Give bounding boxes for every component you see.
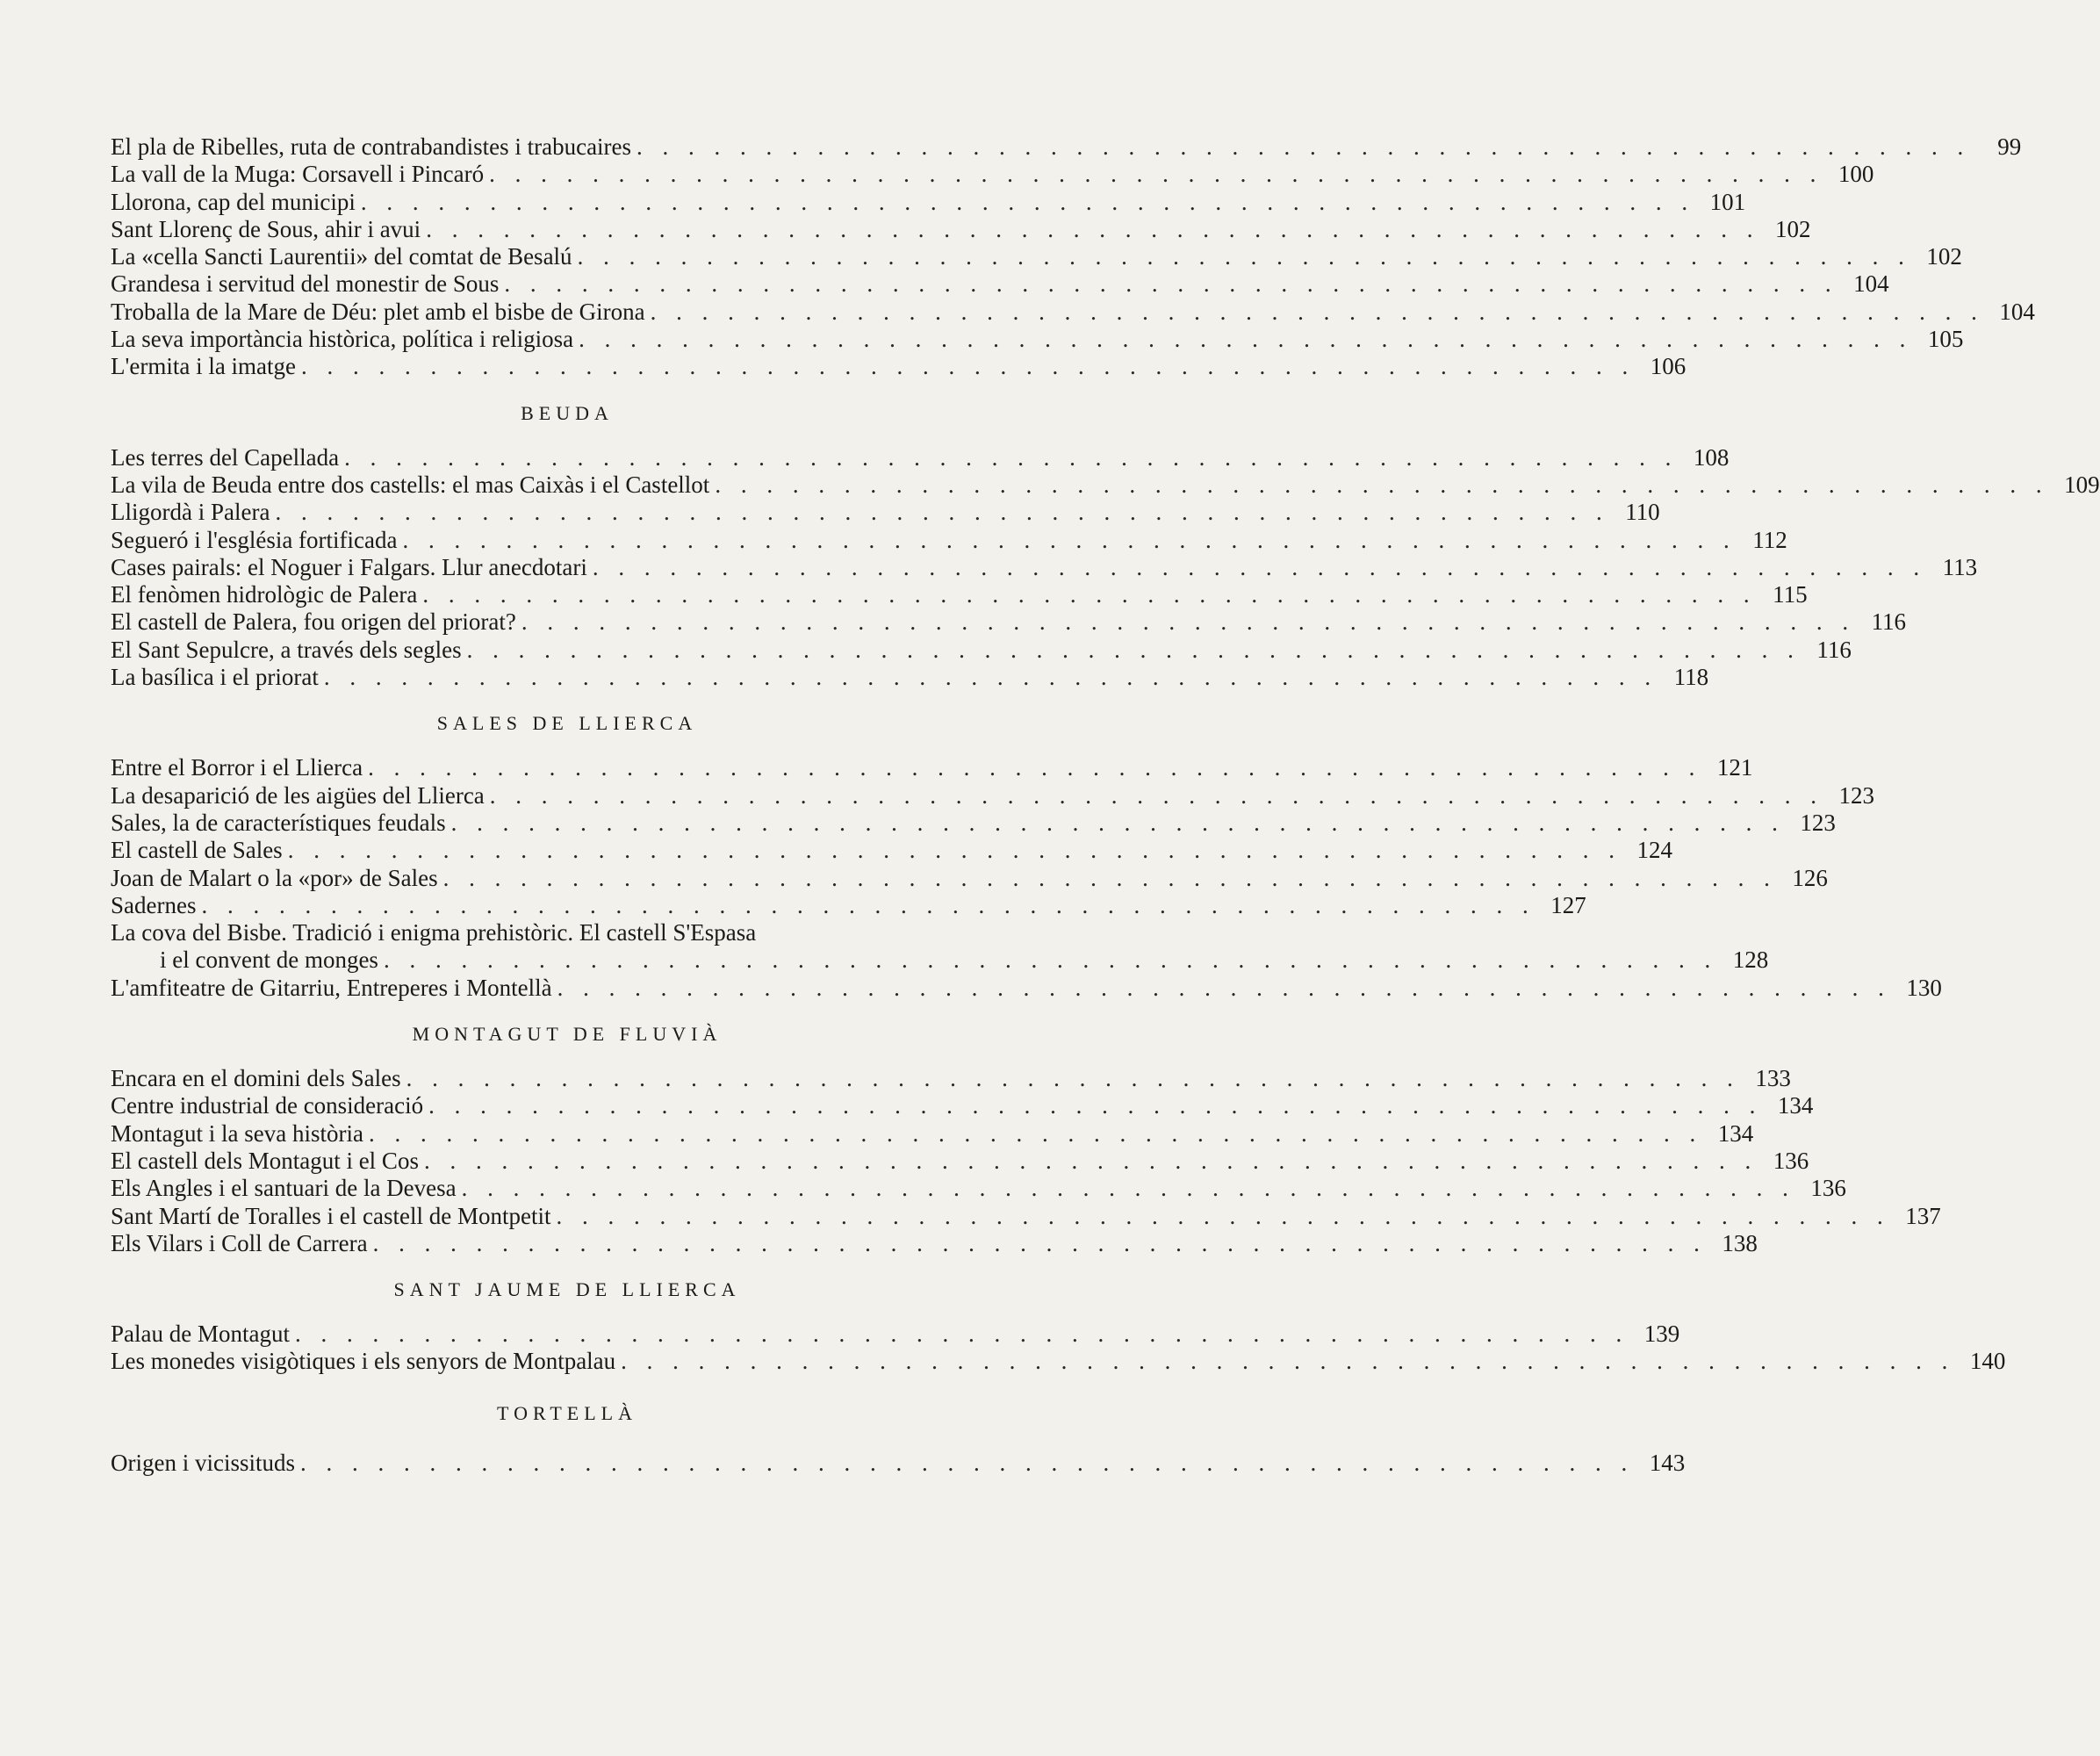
- page-number: 104: [1853, 270, 1889, 298]
- entry-title: Montagut i la seva història: [111, 1119, 363, 1147]
- toc-entry: [111, 298, 2035, 326]
- dot-leader: . . . . . . . . . . . . . . . . . . . . . . . . . . . . . . . . . . . . . . . . . . . . . . . . . . . .: [301, 353, 1636, 380]
- dot-leader: . . . . . . . . . . . . . . . . . . . . . . . . . . . . . . . . . . . . . . . . . . . . . . . . . . . .: [300, 1449, 1635, 1476]
- dot-leader: . . . . . . . . . . . . . . . . . . . . . . . . . . . . . . . . . . . . . . . . . . . . . . . . . . . .: [402, 526, 1737, 553]
- section-heading: MONTAGUT DE FLUVIÀ: [412, 1023, 723, 1046]
- toc-entry: [111, 946, 1769, 974]
- page-number: 101: [1709, 188, 1746, 215]
- page-number: 134: [1717, 1119, 1754, 1147]
- dot-leader: . . . . . . . . . . . . . . . . . . . . . . . . . . . . . . . . . . . . . . . . . . . . . . . . . . . .: [577, 243, 1911, 270]
- section-heading: TORTELLÀ: [497, 1401, 637, 1424]
- toc-entry: [111, 1147, 1809, 1175]
- dot-leader: . . . . . . . . . . . . . . . . . . . . . . . . . . . . . . . . . . . . . . . . . . . . . . . . . . . .: [592, 553, 1927, 580]
- toc-entry: [111, 553, 1978, 581]
- dot-leader: . . . . . . . . . . . . . . . . . . . . . . . . . . . . . . . . . . . . . . . . . . . . . . . . . . . .: [650, 298, 1984, 325]
- page-number: 124: [1636, 837, 1672, 864]
- section-heading: BEUDA: [521, 401, 614, 424]
- toc-entry: [111, 133, 2022, 161]
- toc-entry: [111, 471, 2100, 499]
- dot-leader: . . . . . . . . . . . . . . . . . . . . . . . . . . . . . . . . . . . . . . . . . . . . . . . . . . . .: [323, 664, 1658, 691]
- entry-title: La seva importància històrica, política i religiosa: [111, 326, 574, 353]
- page-number: 99: [1997, 133, 2022, 160]
- entry-title: La desaparició de les aigües del Llierca: [111, 781, 485, 809]
- entry-title: La cova del Bisbe. Tradició i enigma prehistòric. El castell S'Espasa: [111, 919, 757, 946]
- toc-entry: [111, 608, 1907, 636]
- toc-entry: [111, 1202, 1941, 1230]
- dot-leader: . . . . . . . . . . . . . . . . . . . . . . . . . . . . . . . . . . . . . . . . . . . . . . . . . . . .: [557, 974, 1891, 1001]
- entry-title: Les monedes visigòtiques i els senyors de Montpalau: [111, 1348, 616, 1375]
- page-number: 106: [1650, 353, 1686, 380]
- toc-entry: [111, 243, 1962, 270]
- page-number: 140: [1969, 1348, 2006, 1375]
- toc-entry: [111, 919, 1024, 946]
- entry-title: i el convent de monges: [160, 946, 378, 974]
- toc-entry: [111, 891, 1586, 919]
- entry-title: Encara en el domini dels Sales: [111, 1065, 401, 1092]
- entry-title: Palau de Montagut: [111, 1321, 290, 1348]
- page-number: 116: [1871, 608, 1907, 636]
- toc-entry: [111, 781, 1875, 810]
- toc-entry: [111, 754, 1753, 781]
- toc-entry: [111, 1229, 1758, 1257]
- page-number: 139: [1643, 1321, 1680, 1348]
- page-number: 100: [1838, 161, 1874, 188]
- entry-title: Sant Llorenç de Sous, ahir i avui: [111, 215, 421, 242]
- entry-title: Sadernes: [111, 891, 197, 918]
- entry-title: L'amfiteatre de Gitarriu, Entreperes i Montellà: [111, 974, 552, 1001]
- entry-title: Sant Martí de Toralles i el castell de Montpetit: [111, 1202, 551, 1229]
- entry-title: La vall de la Muga: Corsavell i Pincaró: [111, 161, 485, 188]
- toc-entry: [111, 809, 1836, 837]
- entry-title: Els Vilars i Coll de Carrera: [111, 1229, 368, 1256]
- dot-leader: . . . . . . . . . . . . . . . . . . . . . . . . . . . . . . . . . . . . . . . . . . . . . . . . . . . .: [275, 499, 1609, 526]
- entry-title: Sales, la de característiques feudals: [111, 809, 446, 836]
- page-number: 123: [1800, 809, 1836, 836]
- dot-leader: . . . . . . . . . . . . . . . . . . . . . . . . . . . . . . . . . . . . . . . . . . . . . . . . . . . .: [372, 1229, 1707, 1256]
- dot-leader: . . . . . . . . . . . . . . . . . . . . . . . . . . . . . . . . . . . . . . . . . . . . . . . . . . . .: [406, 1065, 1740, 1092]
- page-number: 105: [1927, 326, 1964, 353]
- entry-title: Entre el Borror i el Llierca: [111, 754, 363, 781]
- entry-title: Les terres del Capellada: [111, 443, 340, 471]
- entry-title: Els Angles i el santuari de la Devesa: [111, 1175, 457, 1202]
- dot-leader: . . . . . . . . . . . . . . . . . . . . . . . . . . . . . . . . . . . . . . . . . . . . . . . . . . . .: [423, 1147, 1758, 1174]
- entry-title: El pla de Ribelles, ruta de contrabandistes i trabucaires: [111, 133, 632, 160]
- toc-entry: [111, 1449, 1686, 1477]
- page-number: 136: [1810, 1175, 1846, 1202]
- dot-leader: . . . . . . . . . . . . . . . . . . . . . . . . . . . . . . . . . . . . . . . . . . . . . . . . . . . .: [521, 608, 1856, 636]
- page-number: 130: [1906, 974, 1942, 1001]
- dot-leader: . . . . . . . . . . . . . . . . . . . . . . . . . . . . . . . . . . . . . . . . . . . . . . . . . . . .: [489, 161, 1823, 188]
- dot-leader: . . . . . . . . . . . . . . . . . . . . . . . . . . . . . . . . . . . . . . . . . . . . . . . . . . . .: [621, 1348, 1955, 1375]
- entry-title: El castell de Palera, fou origen del priorat?: [111, 608, 516, 636]
- dot-leader: . . . . . . . . . . . . . . . . . . . . . . . . . . . . . . . . . . . . . . . . . . . . . . . . . . . .: [442, 864, 1777, 891]
- page-number: 118: [1673, 664, 1709, 691]
- dot-leader: . . . . . . . . . . . . . . . . . . . . . . . . . . . . . . . . . . . . . . . . . . . . . . . . . . . .: [422, 581, 1757, 608]
- entry-title: Llorona, cap del municipi: [111, 188, 356, 215]
- entry-title: Troballa de la Mare de Déu: plet amb el bisbe de Girona: [111, 298, 645, 325]
- entry-title: La basílica i el priorat: [111, 664, 319, 691]
- page-number: 112: [1752, 526, 1787, 553]
- toc-entry: [111, 837, 1672, 864]
- page-number: 113: [1942, 553, 1978, 580]
- entry-title: La vila de Beuda entre dos castells: el mas Caixàs i el Castellot: [111, 471, 710, 498]
- section-heading: SALES DE LLIERCA: [436, 712, 698, 735]
- toc-entry: [111, 1065, 1791, 1092]
- toc-entry: [111, 326, 1964, 353]
- page-number: 128: [1732, 946, 1769, 974]
- dot-leader: . . . . . . . . . . . . . . . . . . . . . . . . . . . . . . . . . . . . . . . . . . . . . . . . . . . .: [461, 1175, 1795, 1202]
- toc-entry: [111, 1092, 1814, 1119]
- toc-entry: [111, 581, 1808, 608]
- dot-leader: . . . . . . . . . . . . . . . . . . . . . . . . . . . . . . . . . . . . . . . . . . . . . . . . . . . .: [715, 471, 2049, 498]
- page-number: 109: [2064, 471, 2100, 498]
- dot-leader: . . . . . . . . . . . . . . . . . . . . . . . . . . . . . . . . . . . . . . . . . . . . . . . . . . . .: [579, 326, 1913, 353]
- page-number: 108: [1693, 443, 1730, 471]
- page-number: 136: [1773, 1147, 1809, 1174]
- dot-leader: . . . . . . . . . . . . . . . . . . . . . . . . . . . . . . . . . . . . . . . . . . . . . . . . . . . .: [368, 754, 1702, 781]
- toc-entry: [111, 1348, 2006, 1375]
- dot-leader: . . . . . . . . . . . . . . . . . . . . . . . . . . . . . . . . . . . . . . . . . . . . . . . . . . . .: [556, 1202, 1890, 1229]
- toc-entry: [111, 1321, 1680, 1348]
- toc-entry: [111, 353, 1686, 380]
- page-number: 123: [1838, 781, 1875, 809]
- entry-title: El Sant Sepulcre, a través dels segles: [111, 636, 462, 663]
- page-number: 115: [1773, 581, 1808, 608]
- entry-title: Centre industrial de consideració: [111, 1092, 424, 1119]
- toc-entry: [111, 1119, 1754, 1148]
- entry-title: Origen i vicissituds: [111, 1449, 295, 1476]
- page-number: 102: [1774, 215, 1811, 242]
- section-heading: SANT JAUME DE LLIERCA: [393, 1278, 741, 1301]
- page-number: 133: [1755, 1065, 1791, 1092]
- dot-leader: . . . . . . . . . . . . . . . . . . . . . . . . . . . . . . . . . . . . . . . . . . . . . . . . . . . .: [466, 636, 1801, 663]
- toc-entry: [111, 443, 1730, 471]
- toc-entry: [111, 499, 1660, 526]
- toc-entry: [111, 974, 1942, 1002]
- page-number: 137: [1905, 1202, 1941, 1229]
- toc-entry: [111, 161, 1874, 188]
- dot-leader: . . . . . . . . . . . . . . . . . . . . . . . . . . . . . . . . . . . . . . . . . . . . . . . . . . . .: [360, 188, 1695, 215]
- toc-entry: [111, 636, 1852, 664]
- toc-entry: [111, 215, 1811, 243]
- toc-entry: [111, 526, 1787, 554]
- entry-title: El fenòmen hidrològic de Palera: [111, 581, 418, 608]
- toc-entry: [111, 188, 1746, 216]
- page-number: 126: [1792, 864, 1828, 891]
- entry-title: L'ermita i la imatge: [111, 353, 297, 380]
- toc-entry: [111, 864, 1828, 892]
- entry-title: Lligordà i Palera: [111, 499, 270, 526]
- toc-entry: [111, 270, 1889, 298]
- entry-title: Cases pairals: el Noguer i Falgars. Llur anecdotari: [111, 553, 587, 580]
- entry-title: El castell de Sales: [111, 837, 283, 864]
- dot-leader: . . . . . . . . . . . . . . . . . . . . . . . . . . . . . . . . . . . . . . . . . . . . . . . . . . . .: [368, 1119, 1703, 1147]
- page-number: 143: [1649, 1449, 1686, 1476]
- page-number: 127: [1550, 891, 1586, 918]
- toc-entry: [111, 1175, 1846, 1202]
- dot-leader: . . . . . . . . . . . . . . . . . . . . . . . . . . . . . . . . . . . . . . . . . . . . . . . . . . . .: [450, 809, 1785, 836]
- page-number: 102: [1926, 243, 1962, 270]
- dot-leader: . . . . . . . . . . . . . . . . . . . . . . . . . . . . . . . . . . . . . . . . . . . . . . . . . . . .: [294, 1321, 1629, 1348]
- page-number: 138: [1722, 1229, 1758, 1256]
- page-number: 134: [1777, 1092, 1814, 1119]
- dot-leader: . . . . . . . . . . . . . . . . . . . . . . . . . . . . . . . . . . . . . . . . . . . . . . . . . . . .: [287, 837, 1622, 864]
- dot-leader: . . . . . . . . . . . . . . . . . . . . . . . . . . . . . . . . . . . . . . . . . . . . . . . . . . . .: [636, 133, 1971, 160]
- page-number: 116: [1816, 636, 1852, 663]
- dot-leader: . . . . . . . . . . . . . . . . . . . . . . . . . . . . . . . . . . . . . . . . . . . . . . . . . . . .: [383, 946, 1718, 974]
- entry-title: Grandesa i servitud del monestir de Sous: [111, 270, 500, 298]
- page-number: 104: [1999, 298, 2035, 325]
- entry-title: Joan de Malart o la «por» de Sales: [111, 864, 438, 891]
- dot-leader: . . . . . . . . . . . . . . . . . . . . . . . . . . . . . . . . . . . . . . . . . . . . . . . . . . . .: [344, 443, 1679, 471]
- table-of-contents: [111, 133, 2100, 1477]
- dot-leader: . . . . . . . . . . . . . . . . . . . . . . . . . . . . . . . . . . . . . . . . . . . . . . . . . . . .: [428, 1092, 1763, 1119]
- entry-title: La «cella Sancti Laurentii» del comtat de Besalú: [111, 243, 572, 270]
- toc-entry: [111, 664, 1709, 691]
- page-number: 121: [1716, 754, 1753, 781]
- dot-leader: . . . . . . . . . . . . . . . . . . . . . . . . . . . . . . . . . . . . . . . . . . . . . . . . . . . .: [426, 215, 1760, 242]
- dot-leader: . . . . . . . . . . . . . . . . . . . . . . . . . . . . . . . . . . . . . . . . . . . . . . . . . . . .: [489, 781, 1824, 809]
- dot-leader: . . . . . . . . . . . . . . . . . . . . . . . . . . . . . . . . . . . . . . . . . . . . . . . . . . . .: [504, 270, 1838, 298]
- entry-title: El castell dels Montagut i el Cos: [111, 1147, 419, 1174]
- entry-title: Segueró i l'església fortificada: [111, 526, 398, 553]
- dot-leader: . . . . . . . . . . . . . . . . . . . . . . . . . . . . . . . . . . . . . . . . . . . . . . . . . . . .: [201, 891, 1535, 918]
- page-number: 110: [1625, 499, 1660, 526]
